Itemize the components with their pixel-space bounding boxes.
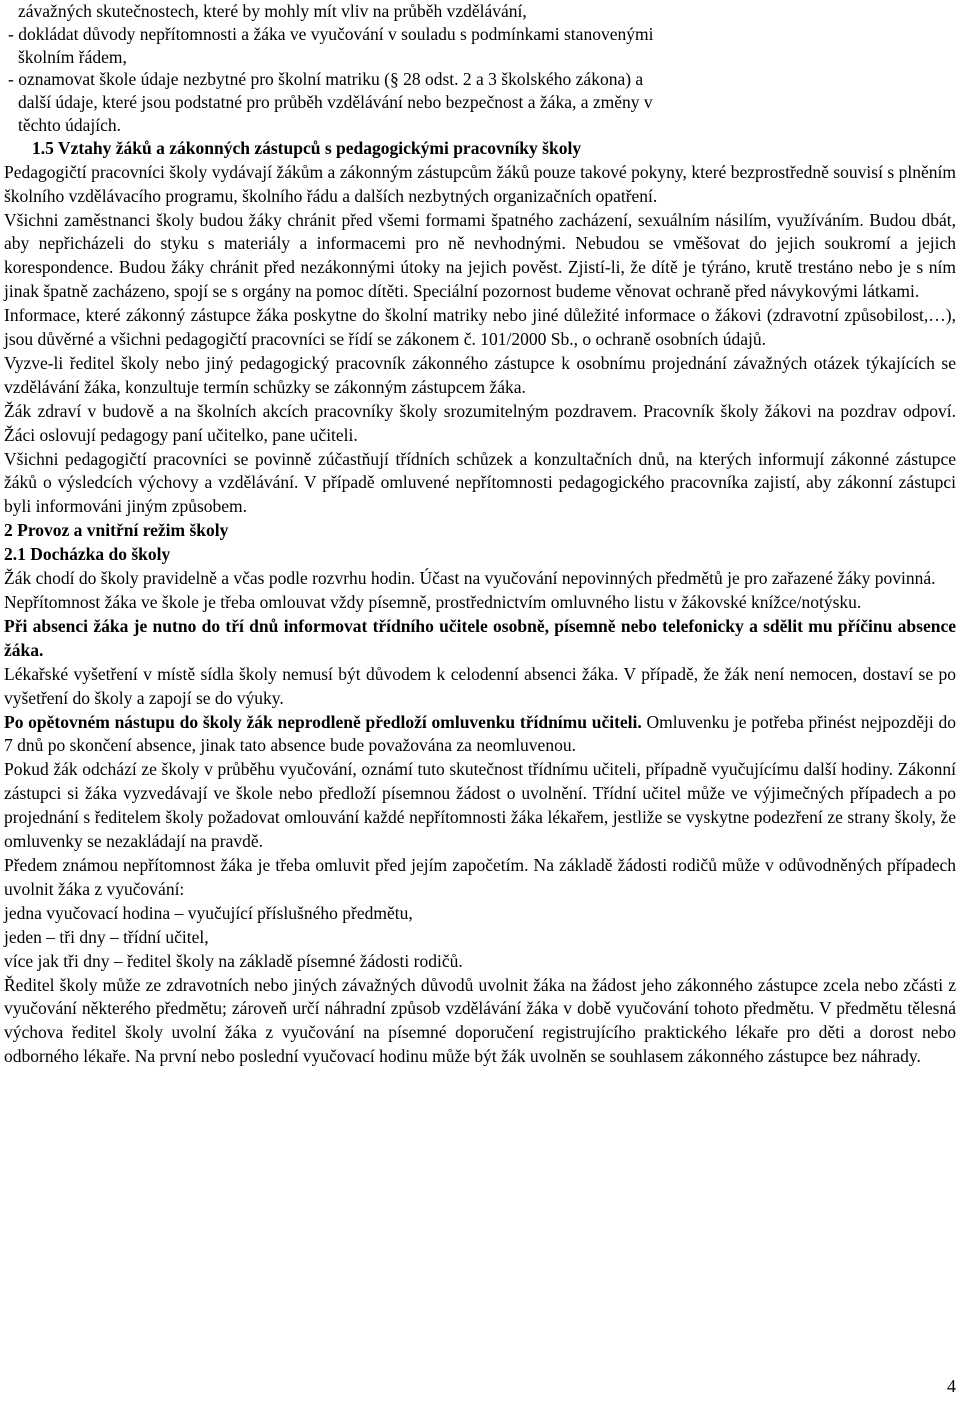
intro-line: těchto údajích. bbox=[18, 114, 122, 135]
document-body bbox=[4, 137, 956, 1069]
document-page bbox=[4, 0, 956, 1069]
section-heading-2-1: 2.1 Docházka do školy bbox=[4, 544, 171, 565]
intro-line: - dokládat důvody nepřítomnosti a žáka ve vyučování v souladu s podmínkami stanovenými bbox=[8, 23, 654, 44]
list-item: jedna vyučovací hodina – vyučující příslušného předmětu, bbox=[4, 902, 413, 923]
paragraph: Nepřítomnost žáka ve škole je třeba omlouvat vždy písemně, prostřednictvím omluvného listu v žákovské knížce/notýsku. bbox=[4, 592, 862, 612]
intro-line: další údaje, které jsou podstatné pro průběh vzdělávání nebo bezpečnost a žáka, a změny v bbox=[18, 92, 653, 113]
paragraph: Informace, které zákonný zástupce žáka poskytne do školní matriky nebo jiné důležité informace o žákovi (zdravotní způsobilost,…), jsou důvěrné a všichni pedagogičtí pracovníci se řídí se zákonem č. 101/2000 Sb., o ochraně osobních údajů. bbox=[4, 305, 956, 350]
paragraph: Pedagogičtí pracovníci školy vydávají žákům a zákonným zástupcům žáků pouze takové pokyny, které bezprostředně souvisí s plněním školního vzdělávacího programu, školního řádu a dalších nezbytných organizačních opatření. bbox=[4, 161, 956, 206]
paragraph: Žák zdraví v budově a na školních akcích pracovníky školy srozumitelným pozdravem. Pracovník školy žákovi na pozdrav odpoví. Žáci oslovují pedagogy paní učitelko, pane učiteli. bbox=[4, 400, 956, 445]
paragraph: Žák chodí do školy pravidelně a včas podle rozvrhu hodin. Účast na vyučování nepovinných předmětů je pro zařazené žáky povinná. bbox=[4, 568, 936, 589]
intro-line: - oznamovat škole údaje nezbytné pro školní matriku (§ 28 odst. 2 a 3 školského zákona) a bbox=[8, 69, 644, 90]
paragraph: Všichni pedagogičtí pracovníci se povinně zúčastňují třídních schůzek a konzultačních dnů, na kterých informují zákonné zástupce žáků o výsledcích výchovy a vzdělávání. V případě omluvené nepřítomnosti pedagogického pracovníka zajistí, aby zákonní zástupci byli informováni jiným způsobem. bbox=[4, 448, 956, 517]
list-item: více jak tři dny – ředitel školy na základě písemné žádosti rodičů. bbox=[4, 950, 463, 971]
paragraph: Předem známou nepřítomnost žáka je třeba omluvit před jejím započetím. Na základě žádosti rodičů může v odůvodněných případech uvolnit žáka z vyučování: bbox=[4, 854, 956, 899]
section-heading-2: 2 Provoz a vnitřní režim školy bbox=[4, 520, 229, 541]
intro-line: závažných skutečnostech, které by mohly mít vliv na průběh vzdělávání, bbox=[18, 1, 527, 21]
page-number: 4 bbox=[947, 1376, 956, 1396]
paragraph-mixed bbox=[4, 711, 956, 759]
intro-list bbox=[8, 0, 956, 137]
paragraph: Lékařské vyšetření v místě sídla školy nemusí být důvodem k celodenní absenci žáka. V případě, že žák není nemocen, dostaví se po vyšetření do školy a zapojí se do výuky. bbox=[4, 663, 956, 708]
intro-line: školním řádem, bbox=[18, 46, 127, 67]
bold-sentence: Po opětovném nástupu do školy žák neprodleně předloží omluvenku třídnímu učiteli. bbox=[4, 711, 642, 732]
sentence: Omluvenku je potřeba přinést nejpozději do 7 dnů po skončení absence, jinak tato absence bude považována za neomluvenou. bbox=[4, 711, 956, 756]
list-item: jeden – tři dny – třídní učitel, bbox=[4, 926, 209, 947]
section-heading-1-5: 1.5 Vztahy žáků a zákonných zástupců s pedagogickými pracovníky školy bbox=[32, 137, 582, 158]
paragraph: Ředitel školy může ze zdravotních nebo jiných závažných důvodů uvolnit žáka na žádost jeho zákonného zástupce zcela nebo zčásti z vyučování některého předmětu; zároveň určí náhradní způsob vzdělávání žáka v době vyučování tohoto předmětu. V předmětu tělesná výchova ředitel školy uvolní žáka z vyučování na písemné doporučení registrujícího praktického lékaře pro děti a dorost nebo odborného lékaře. Na první nebo poslední vyučovací hodinu může být žák uvolněn se souhlasem zákonného zástupce bez náhrady. bbox=[4, 974, 956, 1067]
paragraph: Všichni zaměstnanci školy budou žáky chránit před všemi formami špatného zacházení, sexuálním násilím, využíváním. Budou dbát, aby nepřicházeli do styku s materiály a informacemi pro ně nevhodnými. Nebudou se vměšovat do jejich soukromí a jejich korespondence. Budou žáky chránit před nezákonnými útoky na jejich pověst. Zjistí-li, že dítě je týráno, krutě trestáno nebo je s ním jinak špatně zacházeno, spojí se s orgány na pomoc dítěti. Speciální pozornost budeme věnovat ochraně před návykovými látkami. bbox=[4, 209, 956, 302]
paragraph: Vyzve-li ředitel školy nebo jiný pedagogický pracovník zákonného zástupce k osobnímu projednání závažných otázek týkajících se vzdělávání žáka, konzultuje termín schůzky se zákonným zástupcem žáka. bbox=[4, 352, 956, 397]
paragraph-bold: Při absenci žáka je nutno do tří dnů informovat třídního učitele osobně, písemně nebo telefonicky a sdělit mu příčinu absence žáka. bbox=[4, 615, 956, 660]
paragraph: Pokud žák odchází ze školy v průběhu vyučování, oznámí tuto skutečnost třídnímu učiteli, případně vyučujícímu další hodiny. Zákonní zástupci si žáka vyzvedávají ve škole nebo předloží písemnou žádost o uvolnění. Třídní učitel může ve výjimečných případech a po projednání s ředitelem školy požadovat omlouvání každé nepřítomnosti žáka lékařem, jestliže se vyskytne podezření ze strany školy, že omluvenky se nezakládají na pravdě. bbox=[4, 759, 956, 852]
